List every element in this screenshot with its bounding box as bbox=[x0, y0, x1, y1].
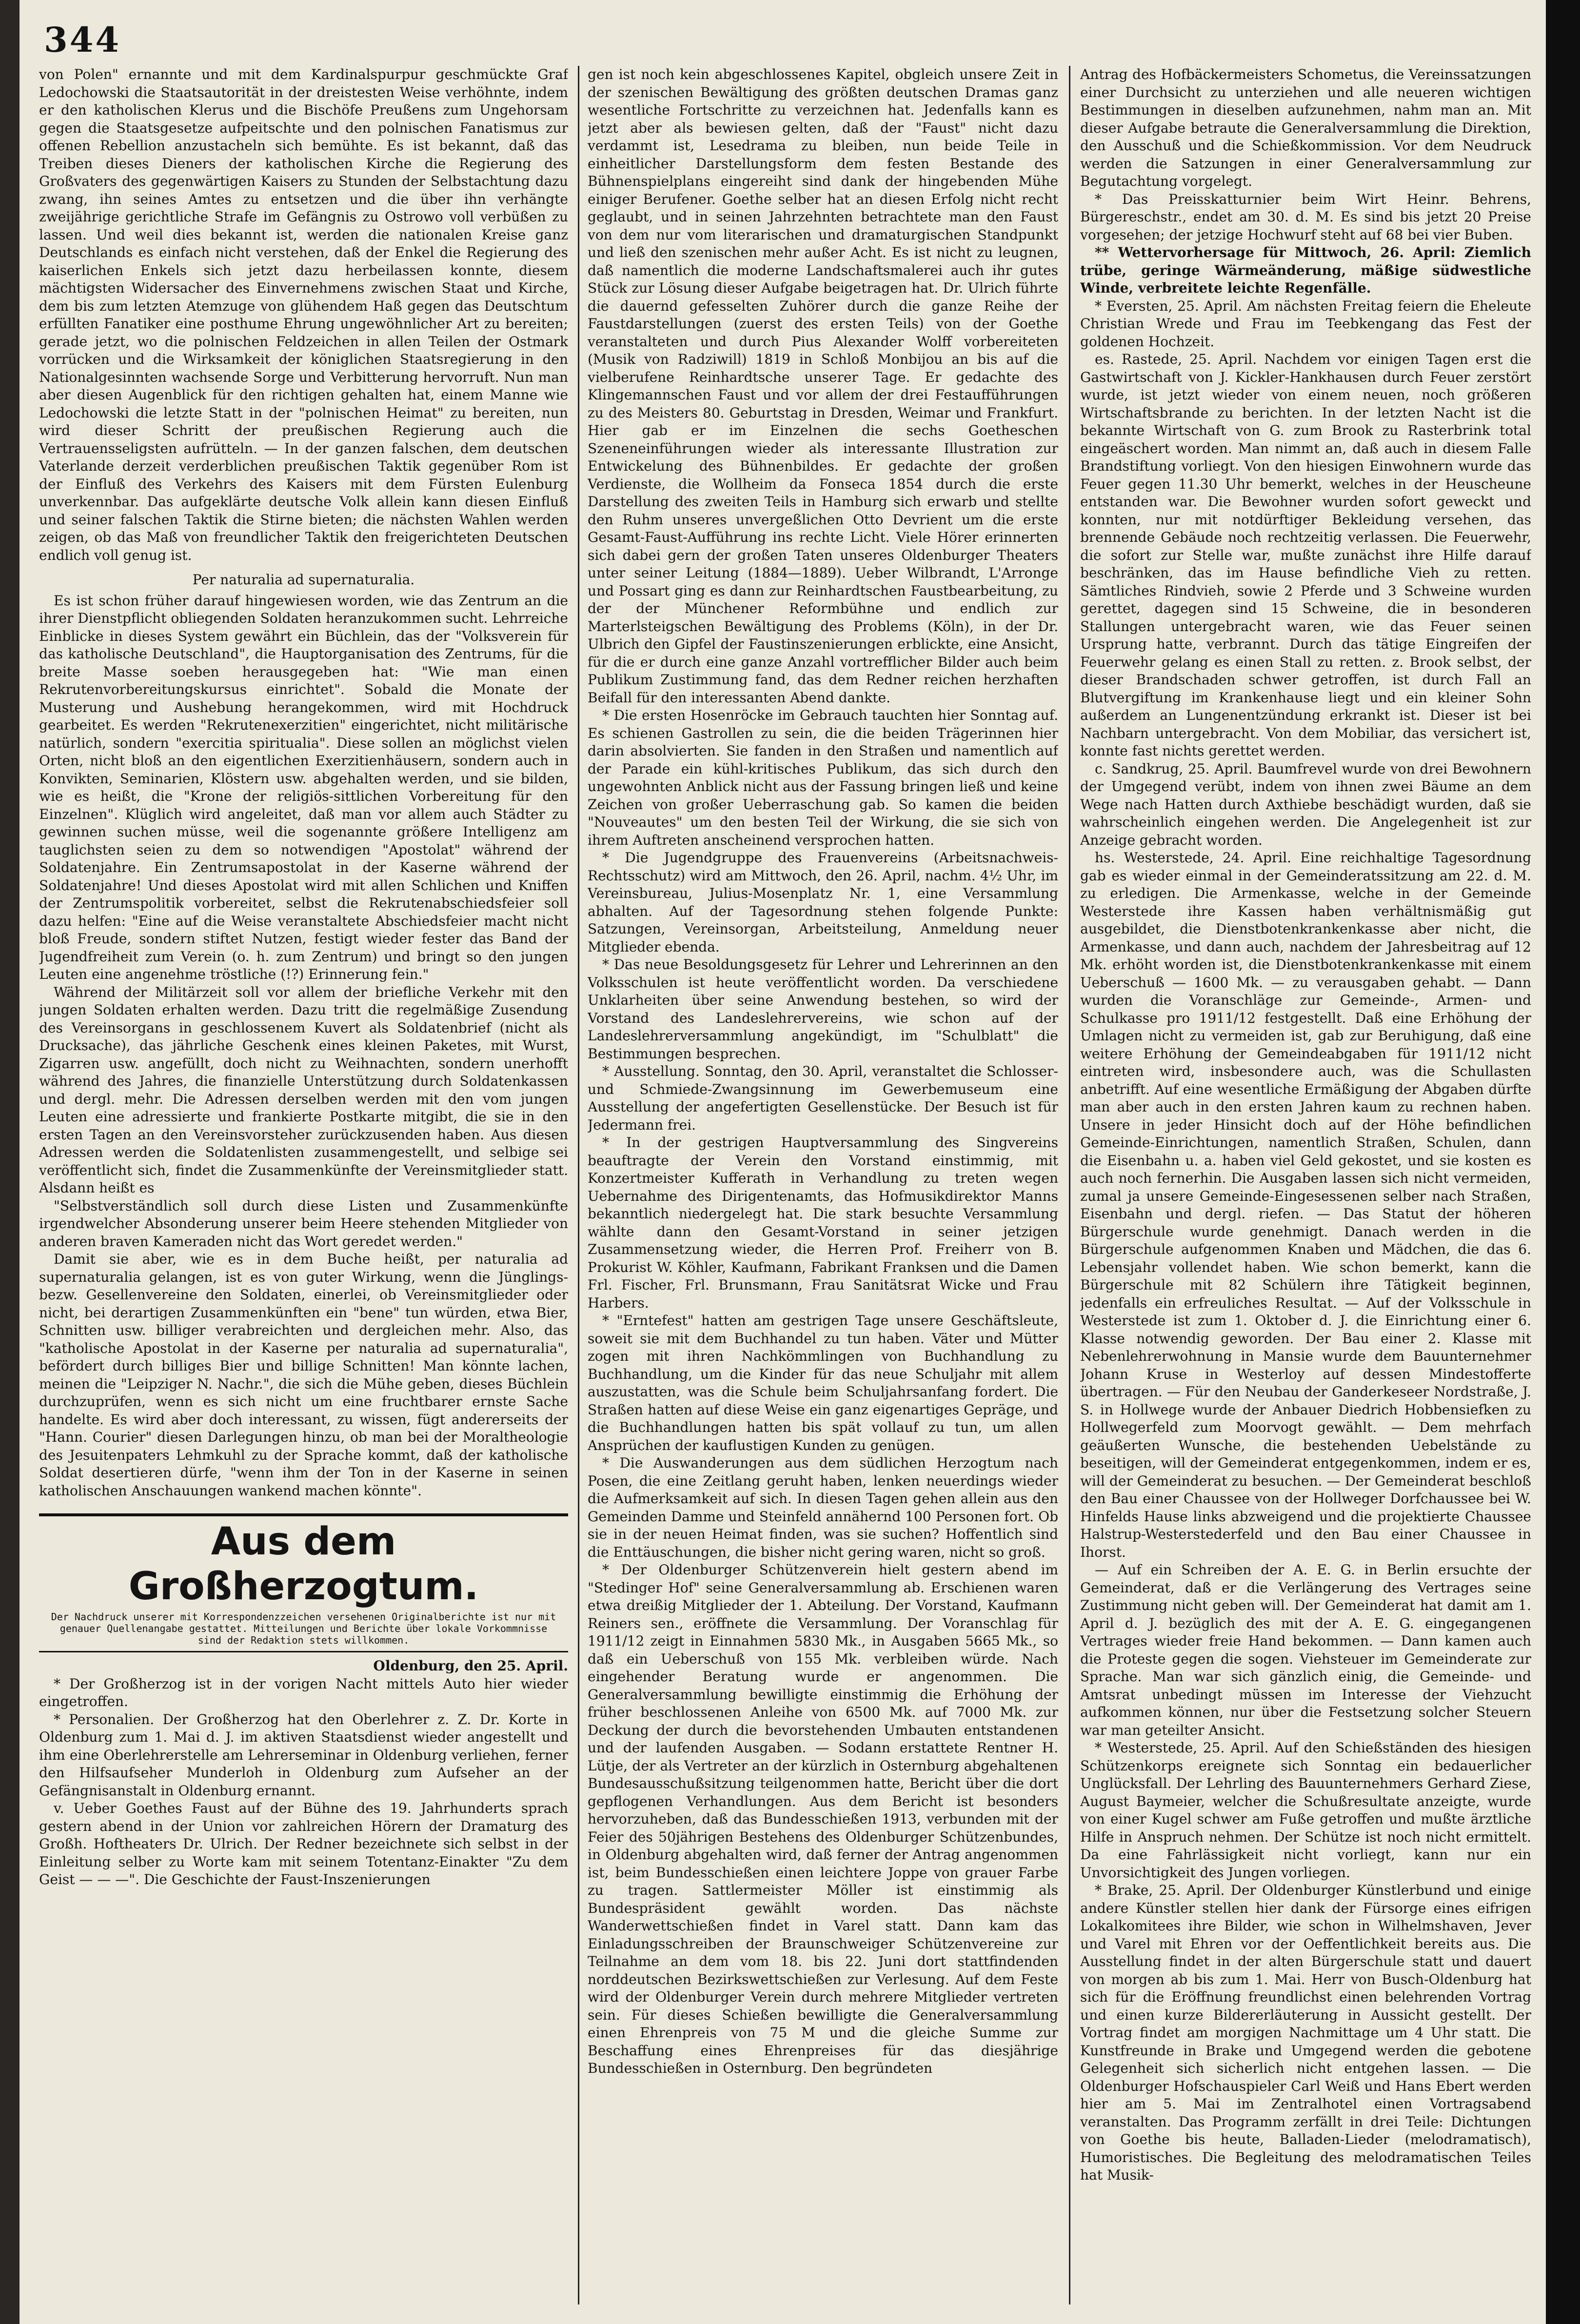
article-paragraph: Damit sie aber, wie es in dem Buche heißt, per naturalia ad supernaturalia gelangen, ist es von guter Wirkung, wenn die Jünglings- bezw. Gesellenvereine den Soldaten, einerlei, ob Vereinsmitglieder oder nicht, bei derartigen Zusammenkünften ein "bene" tun würden, etwa Bier, Schnitten usw. billiger verabreichten und dergleichen mehr. Also, das "katholische Apostolat in der Kaserne per naturalia ad supernaturalia", befördert durch billiges Bier und billige Schnitten! Man könnte lachen, meinen die "Leipziger N. Nachr.", die sich die Mühe geben, dieses Büchlein durchzuprüfen, wenn es sich nicht um eine fruchtbarer ernste Sache handelte. Es wird aber doch interessant, zu wissen, fügt andererseits der "Hann. Courier" diesen Darlegungen hinzu, ob man bei der Moraltheologie des Jesuitenpaters Lehmkuhl zu der Sprache kommt, daß der katholische Soldat desertieren dürfe, "wenn ihm der Ton in der Kaserne in seinen katholischen Anschauungen wankend machen könnte". bbox=[39, 1251, 568, 1499]
news-item: * Ausstellung. Sonntag, den 30. April, veranstaltet die Schlosser- und Schmiede-Zwangsinnung im Gewerbemuseum eine Ausstellung der angefertigten Gesellenstücke. Der Besuch ist für Jedermann frei. bbox=[588, 1063, 1058, 1133]
news-item: * Der Oldenburger Schützenverein hielt gestern abend im "Stedinger Hof" seine Generalversammlung ab. Erschienen waren etwa dreißig Mitglieder der 1. Abteilung. Der Vorstand, Kaufmann Reiners sen., eröffnete die Versammlung. Der Voranschlag für 1911/12 zeigt in Einnahmen 5830 Mk., in Ausgaben 5665 Mk., so daß ein Ueberschuß von 155 Mk. verbleiben würde. Nach eingehender Beratung wurde er angenommen. Die Generalversammlung bewilligte einstimmig die Erhöhung der früher beschlossenen Anleihe von 6500 Mk. auf 7000 Mk. zur Deckung der durch die bevorstehenden Umbauten entstandenen und der laufenden Ausgaben. — Sodann erstattete Rentner H. Lütje, der als Vertreter an der kürzlich in Osternburg abgehaltenen Bundesausschußsitzung teilgenommen hatte, Bericht über die dort gepflogenen Verhandlungen. Aus dem Bericht ist besonders hervorzuheben, daß das Bundesschießen 1913, verbunden mit der Feier des 50jährigen Bestehens des Oldenburger Schützenbundes, in Oldenburg abgehalten wird, daß ferner der Antrag angenommen ist, beim Bundesschießen einen leichtere Joppe von grauer Farbe zu tragen. Sattlermeister Möller ist einstimmig als Bundespräsident gewählt worden. Das nächste Wanderwettschießen findet in Varel statt. Dann kam das Einladungsschreiben der Braunschweiger Schützenvereine zur Teilnahme an dem vom 18. bis 22. Juni dort stattfindenden norddeutschen Bezirkswettschießen zur Verlesung. Auf dem Feste wird der Oldenburger Verein durch mehrere Mitglieder vertreten sein. Für dieses Schießen bewilligte die Generalversammlung einen Ehrenpreis von 75 M und die gleiche Summe zur Beschaffung eines Ehrenpreises für das diesjährige Bundesschießen in Osternburg. Den begründeten bbox=[588, 1562, 1058, 2076]
news-item: * Die Auswanderungen aus dem südlichen Herzogtum nach Posen, die eine Zeitlang geruht haben, lenken neuerdings wieder die Aufmerksamkeit auf sich. In diesen Tagen gehen allein aus den Gemeinden Damme und Steinfeld annähernd 100 Personen fort. Ob sie in der neuen Heimat finden, was sie suchen? Hoffentlich sind die Enttäuschungen, die bisher nicht gering waren, nicht so groß. bbox=[588, 1455, 1058, 1560]
news-item: * Brake, 25. April. Der Oldenburger Künstlerbund und einige andere Künstler stellen hier dank der Fürsorge eines eifrigen Lokalkomitees ihre Bilder, wie schon in Wilhelmshaven, Jever und Varel mit Ehren vor der Oeffentlichkeit bereits aus. Die Ausstellung findet in der alten Bürgerschule statt und dauert von morgen ab bis zum 1. Mai. Herr von Busch-Oldenburg hat sich für die Eröffnung freundlichst einen belehrenden Vortrag und einen kurze Bildererläuterung in Aussicht gestellt. Der Vortrag findet am morgigen Nachmittage um 4 Uhr statt. Die Kunstfreunde in Brake und Umgegend werden die gebotene Gelegenheit sich sicherlich nicht entgehen lassen. — Die Oldenburger Hofschauspieler Carl Weiß und Hans Ebert werden hier am 5. Mai im Zentralhotel einen Vortragsabend veranstalten. Das Programm zerfällt in drei Teile: Dichtungen von Goethe bis heute, Balladen-Lieder (melodramatisch), Humoristisches. Die Begleitung des melodramatischen Teiles hat Musik- bbox=[1080, 1882, 1531, 2183]
news-item: * Personalien. Der Großherzog hat den Oberlehrer z. Z. Dr. Korte in Oldenburg zum 1. Mai d. J. im aktiven Staatsdienst wieder angestellt und ihm eine Oberlehrerstelle am Lehrerseminar in Oldenburg verliehen, ferner den Hilfsaufseher Munderloh in Oldenburg zum Aufseher an der Gefängnisanstalt in Oldenburg ernannt. bbox=[39, 1711, 568, 1799]
news-item: es. Rastede, 25. April. Nachdem vor einigen Tagen erst die Gastwirtschaft von J. Kickler-Hankhausen durch Feuer zerstört wurde, ist jetzt wieder von einem neuen, noch größeren Wirtschaftsbrande zu berichten. In der letzten Nacht ist die bekannte Wirtschaft von G. zum Brook zu Rasterbrink total eingeäschert worden. Man nimmt an, daß auch in diesem Falle Brandstiftung vorliegt. Von den hiesigen Einwohnern wurde das Feuer gegen 11.30 Uhr bemerkt, welches in der Heuscheune entstanden war. Die Bewohner wurden sofort geweckt und konnten, nur mit notdürftiger Bekleidung versehen, das brennende Gebäude noch rechtzeitig verlassen. Die Feuerwehr, die sofort zur Stelle war, mußte zunächst ihre Hilfe darauf beschränken, das im Hause befindliche Vieh zu retten. Sämtliches Rindvieh, sowie 2 Pferde und 3 Schweine wurden gerettet, dagegen sind 15 Schweine, die in besonderen Stallungen untergebracht waren, wie das Feuer seinen Ursprung hatte, verbrannt. Durch das tätige Eingreifen der Feuerwehr gelang es einen Stall zu retten. z. Brook selbst, der dieser Brandschaden schwer getroffen, ist durch Fall an Blutvergiftung im Krankenhause liegt und ein kleiner Sohn außerdem an Lungenentzündung erkrankt ist. Dieser ist bei Nachbarn untergebracht. Von dem Mobiliar, das versichert ist, konnte fast nichts gerettet werden. bbox=[1080, 351, 1531, 759]
column-rule bbox=[1069, 66, 1070, 2304]
news-item: — Auf ein Schreiben der A. E. G. in Berlin ersuchte der Gemeinderat, daß er die Verlängerung des Vertrages seine Zustimmung nicht geben will. Der Gemeinderat hat damit am 1. April d. J. bezüglich des mit der A. E. G. eingegangenen Vertrages wieder freie Hand bekommen. — Dann kamen auch die Proteste gegen die sogen. Viehsteuer im Gemeinderate zur Sprache. Man war sich gänzlich einig, die Gemeinde- und Amtsrat unbedingt müssen im Interesse der Viehzucht aufkommen können, nur über die Festsetzung solcher Steuern war man geteilter Ansicht. bbox=[1080, 1562, 1531, 1738]
column-1 bbox=[39, 66, 568, 2304]
news-item: * Das Preisskatturnier beim Wirt Heinr. Behrens, Bürgereschstr., endet am 30. d. M. Es sind bis jetzt 20 Preise vorgesehen; der jetzige Hochwurf steht auf 68 bei vier Buben. bbox=[1080, 191, 1531, 243]
article-quote: "Selbstverständlich soll durch diese Listen und Zusammenkünfte irgendwelcher Absonderung unserer beim Heere stehenden Mitglieder von anderen braven Kameraden nicht das Wort geredet werden." bbox=[39, 1197, 568, 1250]
news-item: hs. Westerstede, 24. April. Eine reichhaltige Tagesordnung gab es wieder einmal in der Gemeinderatssitzung am 22. d. M. zu erledigen. Die Armenkasse, welche in der Gemeinde Westerstede ihre Kassen haben verhältnismäßig gut ausgebildet, die Dienstbotenkrankenkasse aber nicht, die Armenkasse, und dann auch, nachdem der Jahresbeitrag auf 12 Mk. erhöht worden ist, die Dienstbotenkrankenkasse mit einem Ueberschuß — 1600 Mk. — zu verausgaben gehabt. — Dann wurden die Voranschläge zur Gemeinde-, Armen- und Schulkasse pro 1911/12 festgestellt. Daß eine Erhöhung der Umlagen nicht zu vermeiden ist, gab zur Beruhigung, daß eine weitere Erhöhung der Gemeindeabgaben für 1911/12 nicht eintreten wird, insbesondere auch, was die Schullasten anbetrifft. Auf eine wesentliche Ermäßigung der Abgaben dürfte man aber auch in den ersten Jahren kaum zu rechnen haben. Unsere in jeder Hinsicht doch auf der Höhe befindlichen Gemeinde-Einrichtungen, namentlich Straßen, Schulen, dann die Eisenbahn u. a. haben viel Geld gekostet, und sie kosten es auch noch fernerhin. Die Ausgaben lassen sich nicht vermeiden, zumal ja unsere Gemeinde-Eingesessenen selber nach Straßen, Eisenbahn und dergl. riefen. — Das Statut der höheren Bürgerschule wurde genehmigt. Danach werden in die Bürgerschule aufgenommen Knaben und Mädchen, die das 6. Lebensjahr vollendet haben. Wie schon bemerkt, kann die Bürgerschule mit 82 Schülern ihre Tätigkeit beginnen, jedenfalls ein erfreuliches Resultat. — Auf der Volksschule in Westerstede ist zum 1. Oktober d. J. die Einrichtung einer 6. Klasse notwendig geworden. Der Bau einer 2. Klasse mit Nebenlehrerwohnung in Mansie wurde dem Bauunternehmer Johann Kruse in Westerloy auf dessen Mindestofferte übertragen. — Für den Neubau der Ganderkeseer Nordstraße, J. S. in Hollwege wurde der Anbauer Diedrich Hobbensiefken zu Hollwegerfeld zum Moorvogt gewählt. — Dem mehrfach geäußerten Wunsche, die bestehenden Uebelstände zu beseitigen, will der Gemeinderat entgegenkommen, indem er es, will der Gemeinderat zu besuchen. — Der Gemeinderat beschloß den Bau einer Chaussee von der Hollweger Dorfchaussee bei W. Hinfelds Hause links abzweigend und die projektierte Chaussee Halstrup-Westerstederfeld und den Bau einer Chaussee in Ihorst. bbox=[1080, 850, 1531, 1560]
column-rule bbox=[578, 66, 579, 2304]
news-item: * Die Jugendgruppe des Frauenvereins (Arbeitsnachweis-Rechtsschutz) wird am Mittwoch, den 26. April, nachm. 4½ Uhr, im Vereinsbureau, Julius-Mosenplatz Nr. 1, eine Versammlung abhalten. Auf der Tagesordnung stehen folgende Punkte: Satzungen, Vereinsorgan, Arbeitsteilung, Anmeldung neuer Mitglieder ebenda. bbox=[588, 850, 1058, 955]
article-paragraph: Während der Militärzeit soll vor allem der briefliche Verkehr mit den jungen Soldaten erhalten werden. Dazu tritt die regelmäßige Zusendung des Vereinsorgans in geschlossenem Kuvert als Soldatenbrief (nicht als Drucksache), das jährliche Geschenk eines kleinen Paketes, mit Wurst, Zigarren usw. angefüllt, doch nicht zu Weihnachten, sondern unerhofft während des Jahres, die finanzielle Unterstützung durch Soldatenkassen und dergl. mehr. Die Adressen derselben werden mit den vom jungen Leuten eine adressierte und frankierte Postkarte mitgibt, die sie in den ersten Tagen an den Vereinsvorsteher zurückzusenden haben. Aus diesen Adressen werden die Soldatenlisten zusammengestellt, und selbige sei veröffentlicht sich, findet die Zusammenkünfte der Vereinsmitglieder statt. Alsdann heißt es bbox=[39, 984, 568, 1196]
article-paragraph: Es ist schon früher darauf hingewiesen worden, wie das Zentrum an die ihrer Dienstpflicht obliegenden Soldaten heranzukommen sucht. Lehrreiche Einblicke in dieses System gewährt ein Büchlein, das der "Volksverein für das katholische Deutschland", die Hauptorganisation des Zentrums, für die breite Masse soeben herausgegeben hat: "Wie man einen Rekrutenvorbereitungskursus einrichtet". Sobald die Monate der Musterung und Aushebung herangekommen, wird mit Hochdruck gearbeitet. Es werden "Rekrutenexerzitien" eingerichtet, nicht militärische natürlich, sondern "exercitia spiritualia". Diese sollen an möglichst vielen Orten, nicht bloß an den eigentlichen Exerzitienhäusern, sondern auch in Konvikten, Seminarien, Klöstern usw. abgehalten werden, und sie bilden, wie es heißt, die "Krone der religiös-sittlichen Vorbereitung für den Einzelnen". Klüglich wird angeleitet, daß man vor allem auch Städter zu gewinnen suchen müsse, weil die sogenannte größere Intelligenz am tauglichsten seien zu dem so notwendigen "Apostolat" während der Soldatenjahre. Ein Zentrumsapostolat in der Kaserne während der Soldatenjahre! Und dieses Apostolat wird mit allen Schlichen und Kniffen der Zentrumspolitik vorbereitet, selbst die Rekrutenabschiedsfeier soll dazu helfen: "Eine auf die Weise veranstaltete Abschiedsfeier macht nicht bloß Freude, sondern stiftet Nutzen, festigt wieder fester das Band der Jugendfreiheit zum Verein (o. h. zum Zentrum) und bringt so den jungen Leuten eine angenehme tröstliche (!?) Erinnerung fein." bbox=[39, 592, 568, 982]
news-item: * In der gestrigen Hauptversammlung des Singvereins beauftragte der Verein den Vorstand einstimmig, mit Konzertmeister Kufferath in Verhandlung zu treten wegen Uebernahme des Dirigentenamts, das Hofmusikdirektor Manns bekanntlich niedergelegt hat. Die stark besuchte Versammlung wählte dann den Gesamt-Vorstand in seiner jetzigen Zusammensetzung wieder, die Herren Prof. Freiherr von B. Prokurist W. Köhler, Kaufmann, Fabrikant Franksen und die Damen Frl. Fischer, Frl. Brunsmann, Frau Sanitätsrat Wicke und Frau Harbers. bbox=[588, 1134, 1058, 1311]
column-3 bbox=[1080, 66, 1531, 2304]
weather-forecast: ** Wettervorhersage für Mittwoch, 26. April: Ziemlich trübe, geringe Wärmeänderung, mäßige südwestliche Winde, verbreitete leichte Regenfälle. bbox=[1080, 244, 1531, 296]
article-ledochowski: von Polen" ernannte und mit dem Kardinalspurpur geschmückte Graf Ledochowski die Staatsautorität in der dreistesten Weise verhöhnte, indem er den katholischen Klerus und die Bischöfe Preußens zum Ungehorsam gegen die Staatsgesetze aufpeitschte und den polnischen Fanatismus zur offenen Rebellion anzustacheln sich bemühte. Es ist bekannt, daß das Treiben dieses Dieners der katholischen Kirche die Regierung des Großvaters des gegenwärtigen Kaisers zu Stunden der Selbstachtung dazu zwang, ihn seines Amtes zu entsetzen und die über ihn verhängte zweijährige gerichtliche Strafe im Gefängnis zu Ostrowo voll verbüßen zu lassen. Und weil dies bekannt ist, werden die nationalen Kreise ganz Deutschlands es einfach nicht verstehen, daß der Enkel die Regierung des kaiserlichen Enkels sich jetzt dazu herbeilassen konnte, diesem mächtigsten Widersacher des Einvernehmens zwischen Staat und Kirche, dem bis zum letzten Atemzuge von glühendem Haß gegen das Deutschtum erfüllten Fanatiker eine posthume Ehrung ungewöhnlicher Art zu bereiten; gerade jetzt, wo die polnischen Feldzeichen in allen Teilen der Ostmark vorrücken und die Wirksamkeit der königlichen Staatsregierung in den Nationalgesinnten wachsende Sorge und Verbitterung hervorruft. Nun man aber diesen Augenblick für den richtigen gehalten hat, einem Manne wie Ledochowski die letzte Statt in der "polnischen Heimat" zu bereiten, nun wird dieser Schritt der preußischen Regierung auch die Vertrauensseligsten aufrütteln. — In der ganzen falschen, dem deutschen Vaterlande derzeit verderblichen preußischen Taktik gegenüber Rom ist der Einfluß des Verkehrs des Kaisers mit dem Fürsten Eulenburg unverkennbar. Das aufgeklärte deutsche Volk allein kann diesen Einfluß und seiner falschen Taktik die Stirne bieten; die nächsten Wahlen werden zeigen, ob das Maß von freundlicher Taktik den freigerichteten Deutschen endlich voll genug ist. bbox=[39, 66, 568, 563]
column-2 bbox=[588, 66, 1058, 2304]
section-copyright-note: Der Nachdruck unserer mit Korrespondenzzeichen versehenen Originalberichte ist nur mit genauer Quellenangabe gestattet. Mitteilungen und Berichte über lokale Vorkommnisse sind der Redaktion stets willkommen. bbox=[51, 1611, 556, 1646]
section-title: Aus dem Großherzogtum. bbox=[128, 1520, 479, 1609]
dateline: Oldenburg, den 25. April. bbox=[373, 1658, 568, 1674]
news-item: * Das neue Besoldungsgesetz für Lehrer und Lehrerinnen an den Volksschulen ist heute veröffentlicht worden. Da verschiedene Unklarheiten über seine Anwendung bestehen, so wird der Vorstand des Landeslehrervereins, wie schon auf der Landeslehrerversammlung angekündigt, im "Schulblatt" die Bestimmungen besprechen. bbox=[588, 956, 1058, 1062]
section-header bbox=[39, 1513, 568, 1652]
scan-edge-left bbox=[0, 0, 20, 2324]
news-item: gen ist noch kein abgeschlossenes Kapitel, obgleich unsere Zeit in der szenischen Bewältigung des größten deutschen Dramas ganz wesentliche Fortschritte zu verzeichnen hat. Jedenfalls kann es jetzt aber als bewiesen gelten, daß der "Faust" nicht dazu verdammt ist, Lesedrama zu bleiben, nun beide Teile in einheitlicher Darstellungsform dem festen Bestande des Bühnenspielplans eingereiht sind dank der hingebenden Mühe einiger Berufener. Goethe selber hat an diesen Erfolg nicht recht geglaubt, und in seinen Jahrzehnten betrachtete man den Faust von dem nur vom literarischen und dramaturgischen Standpunkt und ließ den szenischen mehr außer Acht. Es ist nicht zu leugnen, daß namentlich die moderne Landschaftsmalerei auch ihr gutes Stück zur Lösung dieser Aufgabe beigetragen hat. Dr. Ulrich führte die dauernd gefesselten Zuhörer durch die ganze Reihe der Faustdarstellungen (zuerst des ersten Teils) von der Goethe veranstalteten und durch Pius Alexander Wolff vorbereiteten (Musik von Radziwill) 1819 in Schloß Monbijou an bis auf die vielberufene Reinhardtsche unserer Tage. Er gedachte des Klingemannschen Faust und vor allem der drei Festaufführungen zu des Meisters 80. Geburtstag in Dresden, Weimar und Frankfurt. Hier gab er im Einzelnen die sechs Goetheschen Szeneneinführungen wieder als interessante Illustration zur Entwickelung des Bühnenbildes. Er gedachte der großen Verdienste, die Wollheim da Fonseca 1854 durch die erste Darstellung des zweiten Teils in Hamburg sich erwarb und stellte den Ruhm unseres unvergeßlichen Otto Devrient um die erste Gesamt-Faust-Aufführung ins rechte Licht. Viele Hörer erinnerten sich dabei gern der großen Taten unseres Oldenburger Theaters unter seiner Leitung (1884—1889). Ueber Wilbrandt, L'Arronge und Possart ging es dann zur Reinhardtschen Faustbearbeitung, zu der der Münchener Reformbühne und endlich zur Marterlsteigschen Bewältigung des Problems (Köln), in der Dr. Ulbrich den Gipfel der Faustinszenierungen erblickte, eine Ansicht, für die er durch eine ganze Anzahl vortrefflicher Bilder auch beim Publikum Zustimmung fand, das dem Redner reichen herzhaften Beifall für den interessanten Abend dankte. bbox=[588, 66, 1058, 706]
article-heading: Per naturalia ad supernaturalia. bbox=[192, 572, 415, 588]
news-item: * "Erntefest" hatten am gestrigen Tage unsere Geschäftsleute, soweit sie mit dem Buchhandel zu tun haben. Väter und Mütter zogen mit ihren Nachkömmlingen von Buchhandlung zu Buchhandlung, um die Kinder für das neue Schuljahr mit allem auszustatten, was die Schule beim Schuljahrsanfang fordert. Die Straßen hatten auf diese Weise ein ganz eigenartiges Gepräge, und die Buchhandlungen hatten bis spät vollauf zu tun, um allen Ansprüchen der kauflustigen Kunden zu genügen. bbox=[588, 1312, 1058, 1453]
news-item: v. Ueber Goethes Faust auf der Bühne des 19. Jahrhunderts sprach gestern abend in der Union vor zahlreichen Hörern der Dramaturg des Großh. Hoftheaters Dr. Ulrich. Der Redner bezeichnete sich selbst in der Einleitung selber zu Worte kam mit seinem Totentanz-Einakter "Zu dem Geist — — —". Die Geschichte der Faust-Inszenierungen bbox=[39, 1800, 568, 1887]
news-item: Antrag des Hofbäckermeisters Schometus, die Vereinssatzungen einer Durchsicht zu unterziehen und alle neueren wichtigen Bestimmungen in dieselben aufzunehmen, nahm man an. Mit dieser Aufgabe betraute die Generalversammlung die Direktion, den Ausschuß und die Schießkommission. Vor dem Neudruck werden die Satzungen in einer Generalversammlung zur Begutachtung vorgelegt. bbox=[1080, 66, 1531, 189]
news-item: c. Sandkrug, 25. April. Baumfrevel wurde von drei Bewohnern der Umgegend verübt, indem von ihnen zwei Bäume an dem Wege nach Hatten durch Axthiebe beschädigt wurden, daß sie wahrscheinlich eingehen werden. Die Angelegenheit ist zur Anzeige gebracht worden. bbox=[1080, 760, 1531, 848]
news-item: * Der Großherzog ist in der vorigen Nacht mittels Auto hier wieder eingetroffen. bbox=[39, 1675, 568, 1709]
news-item: * Die ersten Hosenröcke im Gebrauch tauchten hier Sonntag auf. Es schienen Gastrollen zu sein, die die beiden Trägerinnen hier darin absolvierten. Sie fanden in den Straßen und namentlich auf der Parade ein kühl-kritisches Publikum, das sich durch den ungewohnten Anblick nicht aus der Fassung bringen ließ und keine Zeichen von großer Ueberraschung gab. So kamen die beiden "Nouveautes" um den besten Teil der Wirkung, die sie sich von ihrem Auftreten anscheinend versprochen hatten. bbox=[588, 707, 1058, 848]
scan-edge-right bbox=[1546, 0, 1580, 2324]
page-number: 344 bbox=[44, 20, 121, 60]
news-item: * Eversten, 25. April. Am nächsten Freitag feiern die Eheleute Christian Wrede und Frau im Teebkengang das Fest der goldenen Hochzeit. bbox=[1080, 298, 1531, 350]
news-item: * Westerstede, 25. April. Auf den Schießständen des hiesigen Schützenkorps ereignete sich Sonntag ein bedauerlicher Unglücksfall. Der Lehrling des Bauunternehmers Gerhard Ziese, August Baymeier, welcher die Schußresultate anzeigte, wurde von einer Kugel schwer am Fuße getroffen und mußte ärztliche Hilfe in Anspruch nehmen. Der Schütze ist noch nicht ermittelt. Da eine Fahrlässigkeit nicht vorliegt, kann nur ein Unvorsichtigkeit des Jungen vorliegen. bbox=[1080, 1740, 1531, 1881]
